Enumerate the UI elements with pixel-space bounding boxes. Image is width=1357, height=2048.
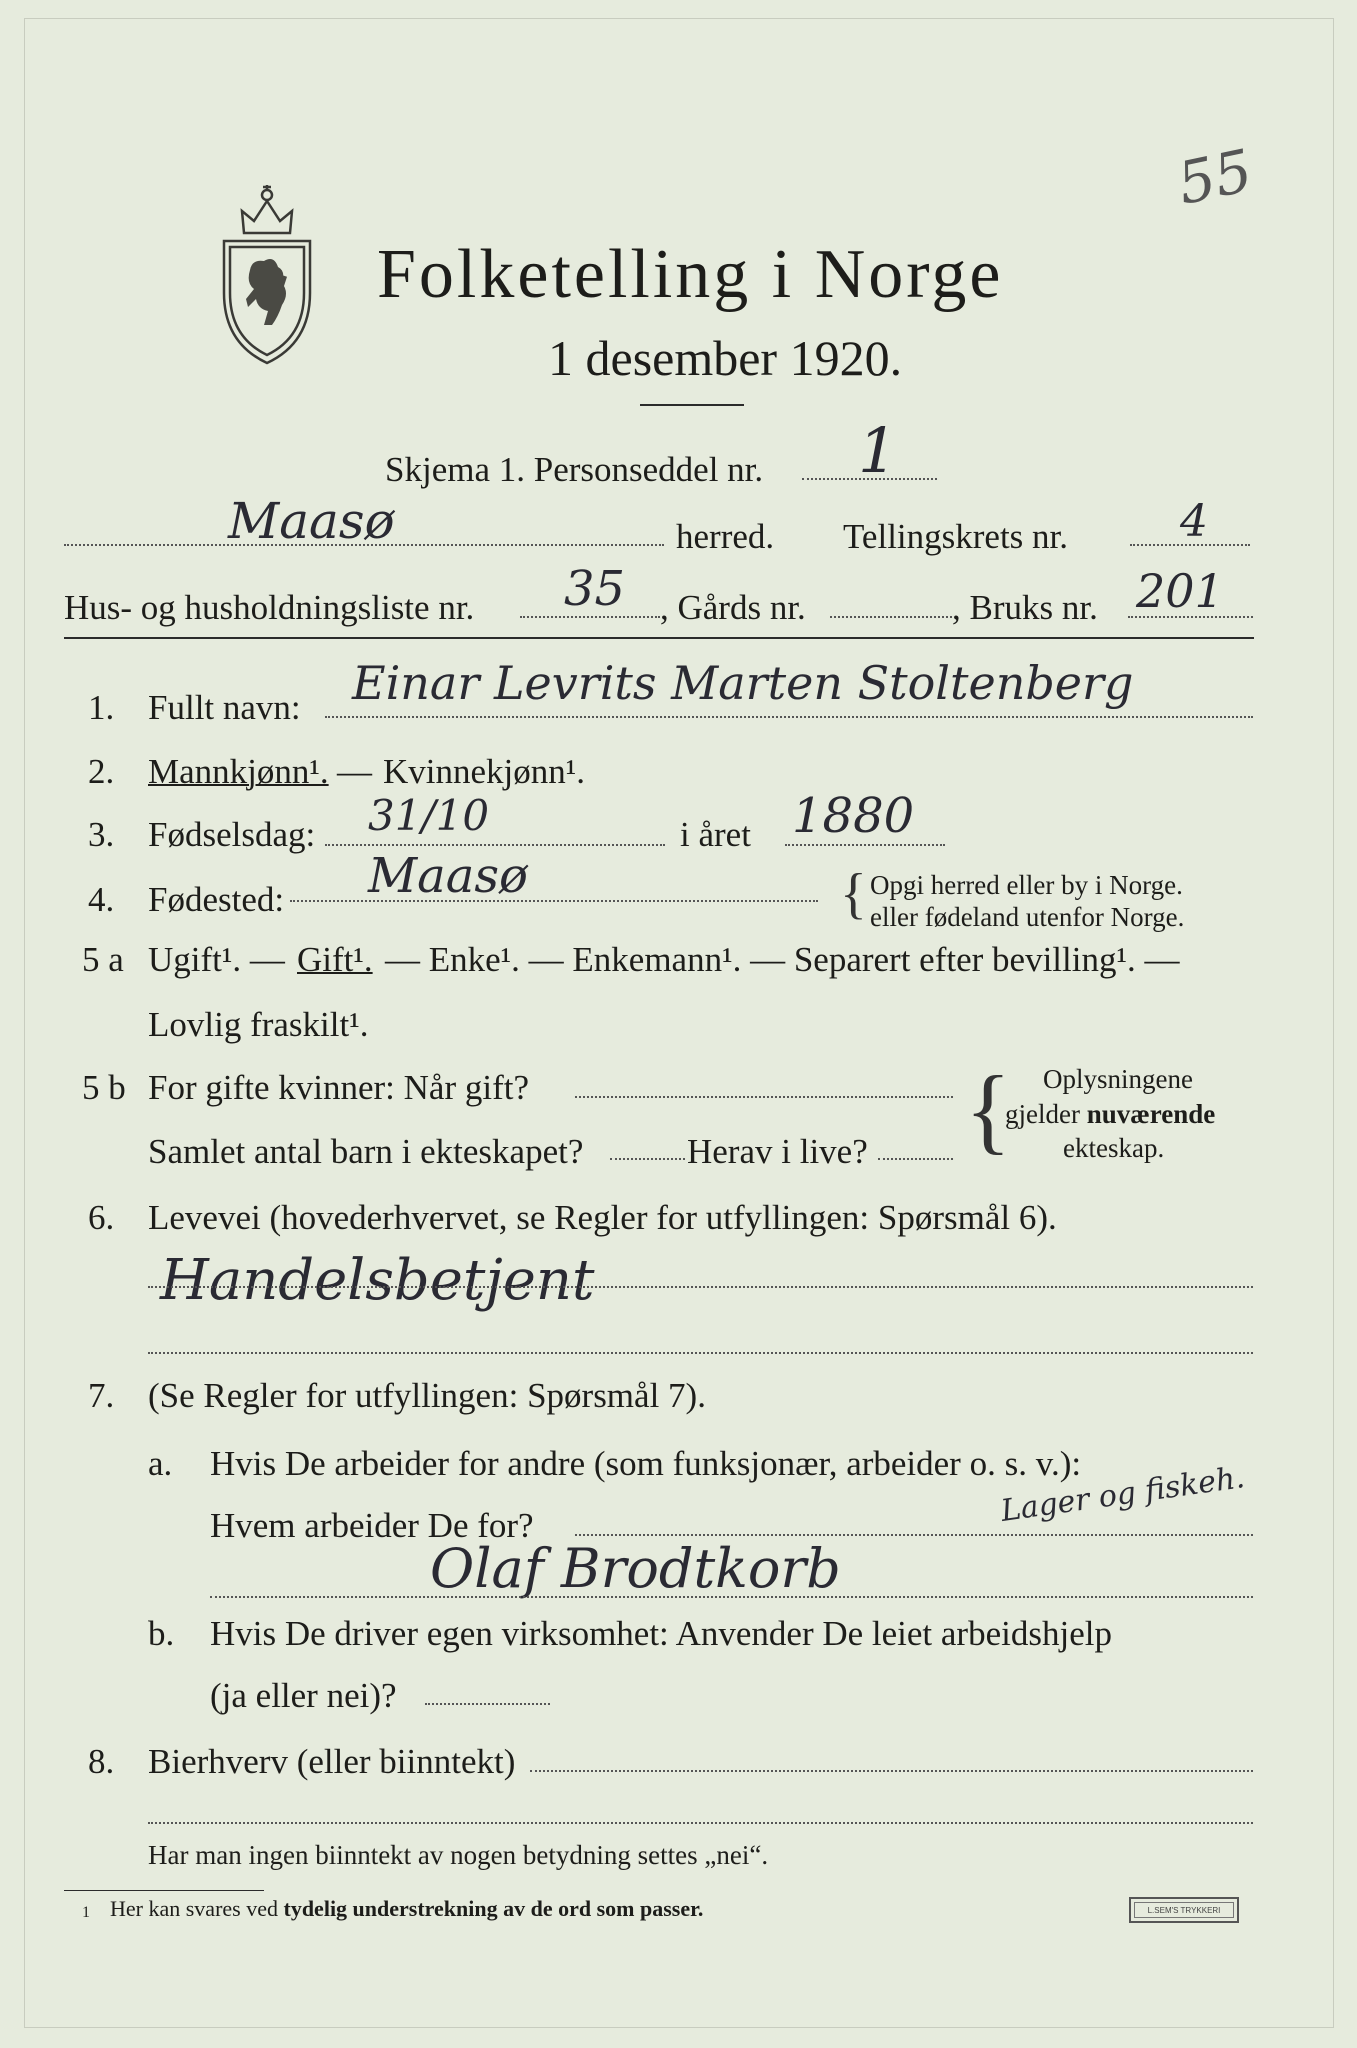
schema-number-value[interactable]: 1	[858, 414, 898, 487]
q5b-label: For gifte kvinner: Når gift?	[148, 1068, 530, 1107]
tellingskrets-label: Tellingskrets nr.	[843, 517, 1069, 556]
q8-number: 8.	[88, 1742, 115, 1781]
q7-label: (Se Regler for utfyllingen: Spørsmål 7).	[148, 1376, 706, 1415]
q5b-when-line	[575, 1096, 953, 1098]
q5b-note-line1: Oplysningene	[1043, 1064, 1193, 1094]
q5a-gift-option: Gift¹.	[297, 940, 373, 979]
bruks-value[interactable]: 201	[1136, 564, 1224, 618]
title-underline	[640, 404, 744, 406]
q5a-line2: Lovlig fraskilt¹.	[148, 1005, 369, 1044]
q5b-children-line	[610, 1158, 685, 1160]
q5a-ugift-option: Ugift¹. —	[148, 940, 285, 979]
q3-day-value[interactable]: 31/10	[368, 791, 490, 840]
herred-value[interactable]: Maasø	[228, 492, 395, 550]
q5b-note-line3: ekteskap.	[1063, 1133, 1165, 1163]
q7b-line1: Hvis De driver egen virksomhet: Anvender De leiet arbeidshjelp	[210, 1614, 1112, 1653]
q7b-number: b.	[148, 1614, 175, 1653]
herred-label: herred.	[676, 517, 775, 556]
form-title: Folketelling i Norge	[377, 236, 1004, 313]
q4-note-line2: eller fødeland utenfor Norge.	[870, 902, 1185, 932]
q5a-number: 5 a	[82, 940, 124, 979]
q1-full-name-value[interactable]: Einar Levrits Marten Stoltenberg	[352, 656, 1134, 710]
q7b-line2: (ja eller nei)?	[210, 1676, 397, 1715]
q5a-other-options: — Enke¹. — Enkemann¹. — Separert efter bevilling¹. —	[385, 940, 1180, 979]
q4-label: Fødested:	[148, 880, 285, 919]
q4-birthplace-value[interactable]: Maasø	[368, 848, 528, 904]
q5b-note-brace: {	[965, 1056, 1012, 1163]
bruks-label: , Bruks nr.	[952, 588, 1098, 627]
q7a-line2: Hvem arbeider De for?	[210, 1506, 534, 1545]
household-list-value[interactable]: 35	[564, 561, 626, 617]
q1-number: 1.	[88, 688, 115, 727]
q5b-alive-label: Herav i live?	[687, 1132, 868, 1171]
coat-of-arms-emblem	[212, 175, 322, 370]
q3-year-value[interactable]: 1880	[792, 788, 915, 844]
q5b-alive-line	[878, 1158, 953, 1160]
footnote-text: Her kan svares ved tydelig understrekning av de ord som passer.	[110, 1896, 704, 1921]
printer-stamp-text: L.SEM'S TRYKKERI	[1147, 1906, 1221, 1915]
q6-line2	[148, 1352, 1253, 1354]
footnote-divider	[64, 1890, 264, 1891]
q7a-value-note[interactable]: Lager og fiskeh.	[998, 1460, 1247, 1529]
q6-line1	[148, 1286, 1253, 1288]
census-date: 1 desember 1920.	[548, 330, 903, 386]
q3-number: 3.	[88, 815, 115, 854]
q7a-line	[575, 1534, 1253, 1536]
q2-separator: —	[337, 752, 372, 791]
q5b-note-line2: gjelder nuværende	[1005, 1099, 1216, 1129]
q6-number: 6.	[88, 1198, 115, 1237]
q4-note-line1: Opgi herred eller by i Norge.	[870, 870, 1183, 900]
q5b-number: 5 b	[82, 1068, 126, 1107]
q2-male-option: Mannkjønn¹.	[148, 752, 329, 791]
household-list-label: Hus- og husholdningsliste nr.	[64, 588, 475, 627]
printer-stamp	[1129, 1897, 1239, 1923]
q3-year-label: i året	[680, 815, 751, 854]
q7a-employer-value[interactable]: Olaf Brodtkorb	[430, 1537, 841, 1600]
q7-number: 7.	[88, 1376, 115, 1415]
q1-label: Fullt navn:	[148, 688, 301, 727]
gaards-line	[830, 616, 952, 618]
q6-label: Levevei (hovederhvervet, se Regler for utfyllingen: Spørsmål 6).	[148, 1198, 1057, 1237]
q5b-children-label: Samlet antal barn i ekteskapet?	[148, 1132, 584, 1171]
q8-line1	[530, 1770, 1253, 1772]
q6-occupation-value[interactable]: Handelsbetjent	[160, 1248, 595, 1313]
q7a-line2-rule	[210, 1596, 1253, 1598]
q1-line	[325, 716, 1253, 718]
q4-note-brace: {	[840, 863, 867, 925]
q8-label: Bierhverv (eller biinntekt)	[148, 1742, 516, 1781]
q7a-line1: Hvis De arbeider for andre (som funksjonær, arbeider o. s. v.):	[210, 1444, 1082, 1483]
gaards-label: , Gårds nr.	[660, 588, 806, 627]
q3-label: Fødselsdag:	[148, 815, 316, 854]
q3-year-line	[785, 844, 945, 846]
footnote-mark: 1	[82, 1904, 90, 1921]
no-income-note: Har man ingen biinntekt av nogen betydning settes „nei“.	[148, 1840, 769, 1870]
header-divider	[64, 637, 1254, 639]
q7b-line	[425, 1703, 550, 1705]
q2-female-option: Kvinnekjønn¹.	[383, 752, 586, 791]
q4-number: 4.	[88, 880, 115, 919]
schema-label: Skjema 1. Personseddel nr.	[385, 450, 764, 489]
q8-line2	[148, 1822, 1253, 1824]
q7a-number: a.	[148, 1444, 173, 1483]
q3-day-line	[325, 844, 665, 846]
q2-number: 2.	[88, 752, 115, 791]
corner-mark: 55	[1171, 136, 1259, 218]
tellingskrets-value[interactable]: 4	[1180, 496, 1208, 547]
